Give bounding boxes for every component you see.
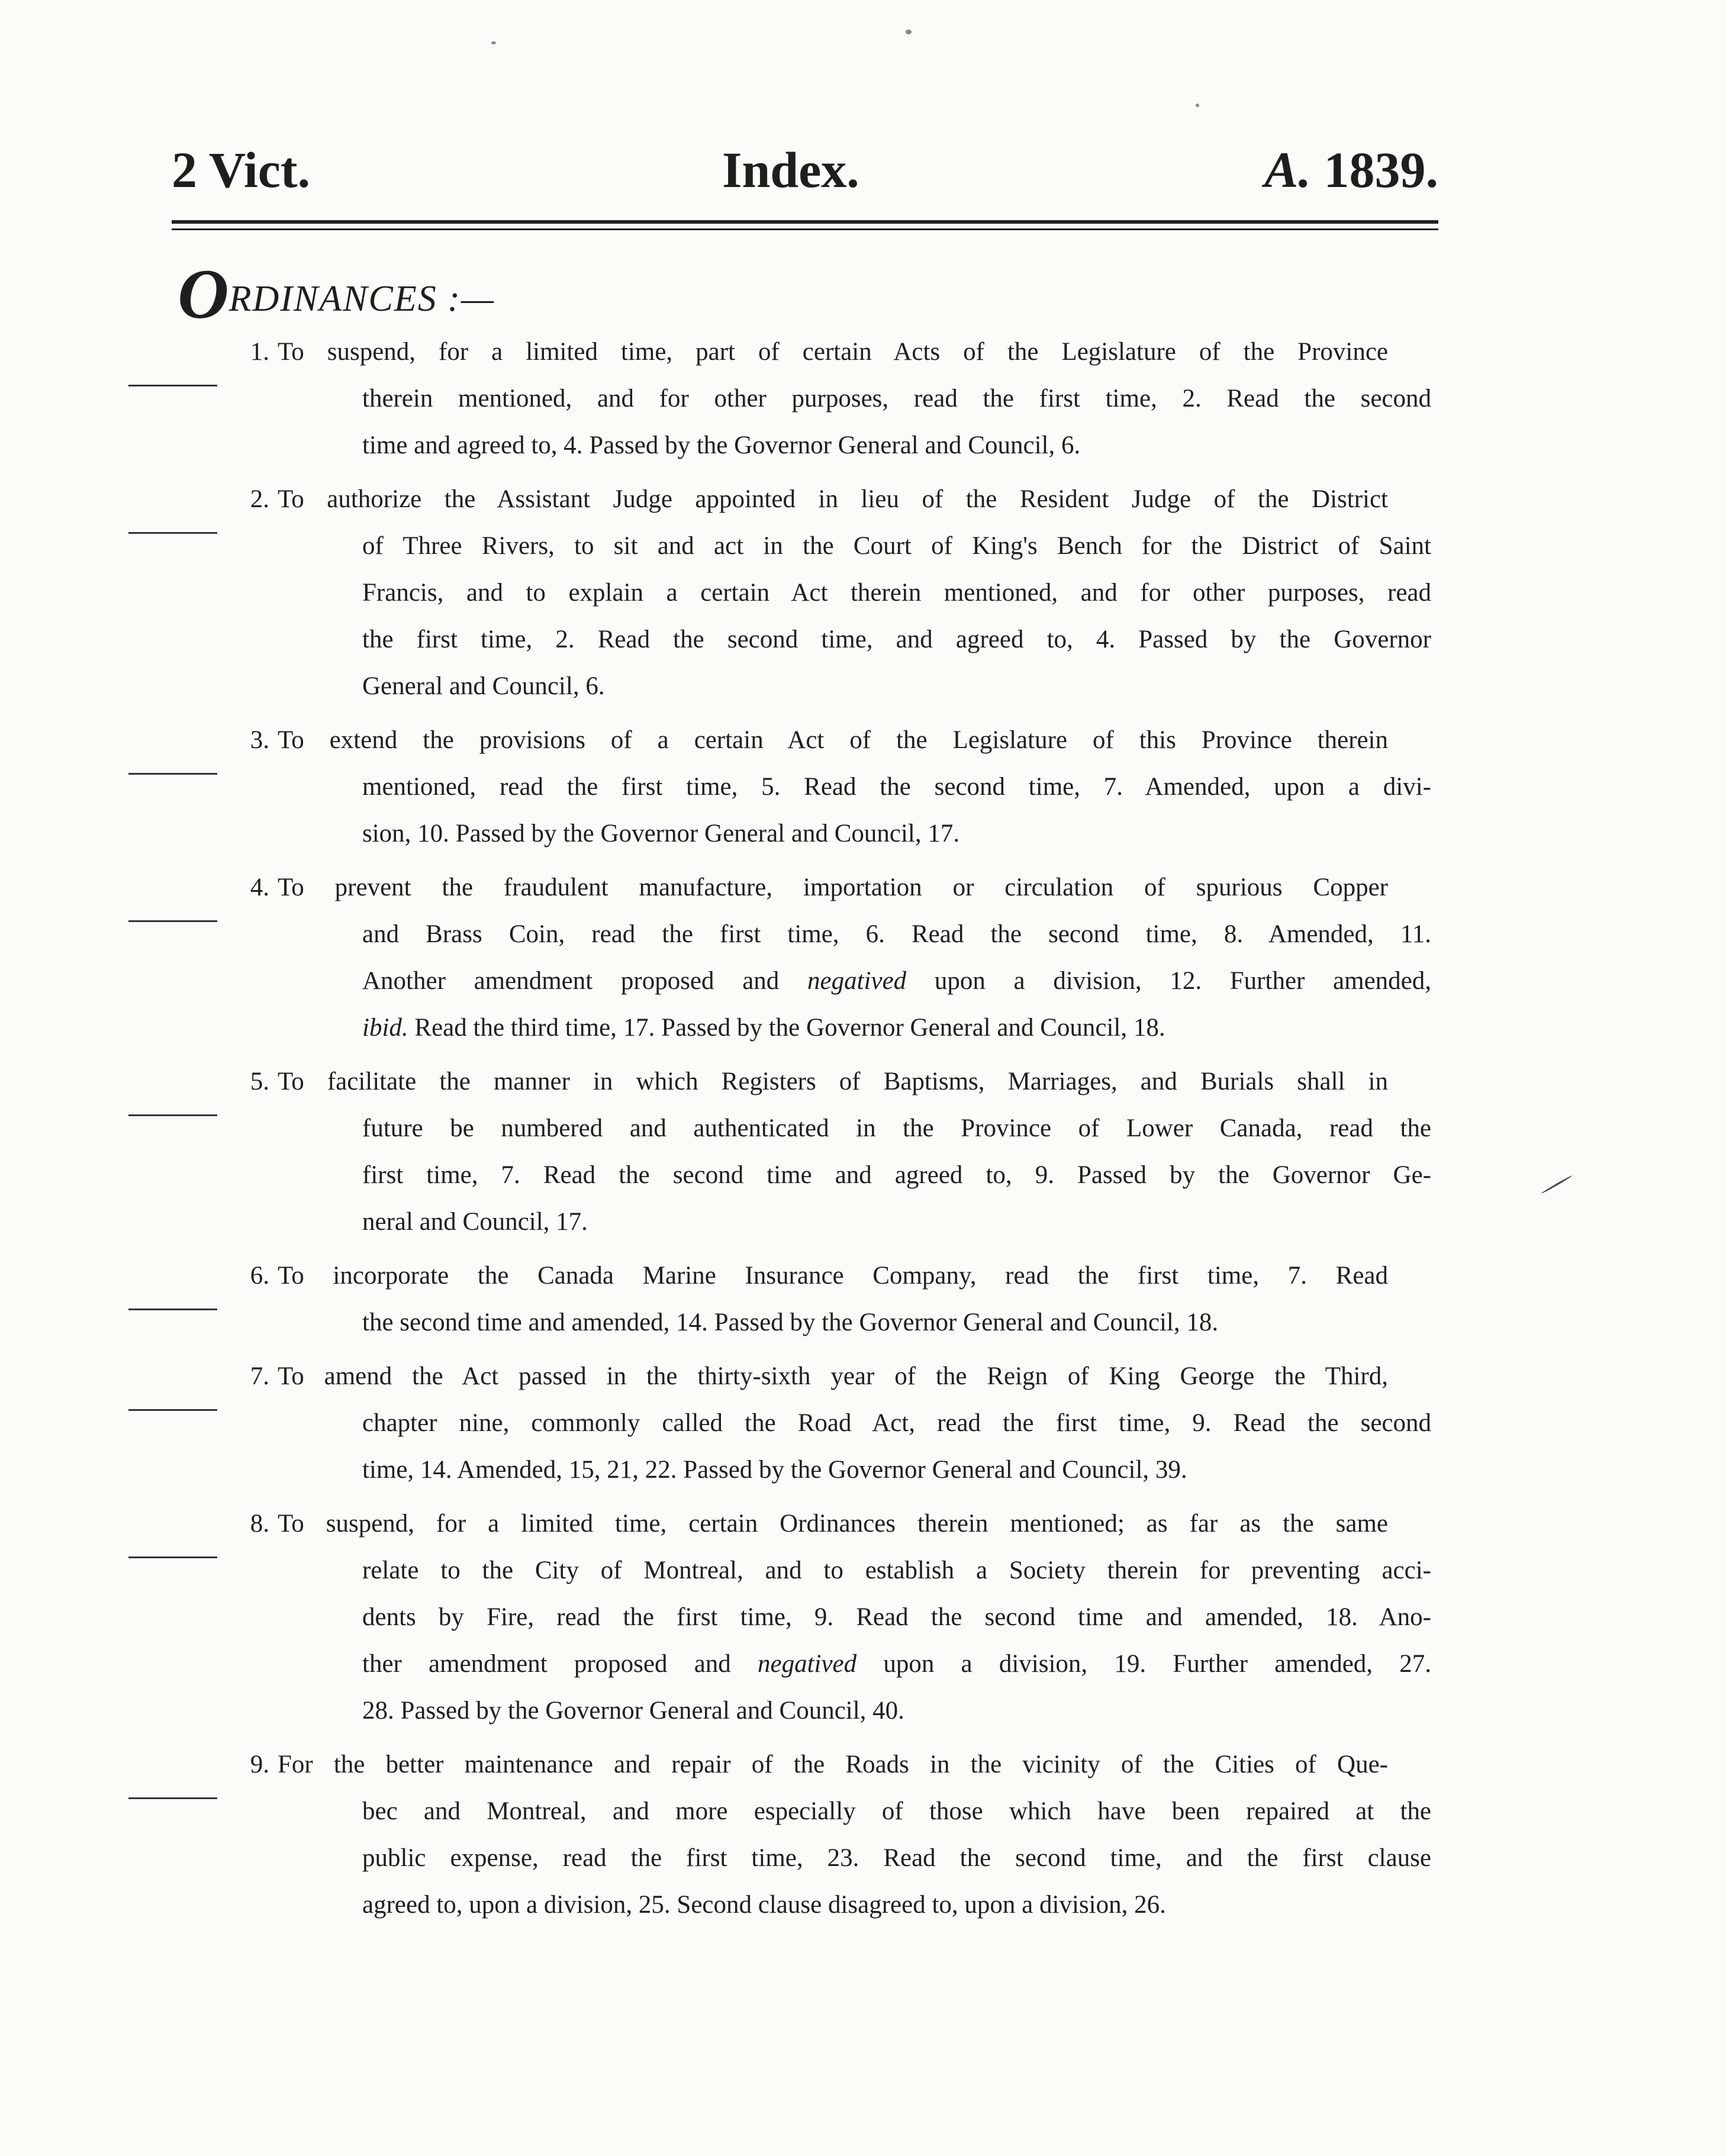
entry-number: 9. — [250, 1751, 269, 1778]
ordinance-entry — [0, 1058, 1726, 1245]
entry-continuation-line: ibid. Read the third time, 17. Passed by the Governor General and Council, 18. — [362, 1014, 1165, 1042]
ordinance-entry — [0, 476, 1726, 710]
ordinance-list — [0, 328, 1726, 1935]
year-value: 1839. — [1324, 141, 1438, 198]
entry-continuation-line: the second time and amended, 14. Passed by the Governor General and Council, 18. — [362, 1309, 1219, 1336]
entry-continuation-line: chapter nine, commonly called the Road Act, read the first time, 9. Read the second — [362, 1409, 1431, 1437]
entry-continuation-line: relate to the City of Montreal, and to establish a Society therein for preventing acci- — [362, 1556, 1431, 1584]
entry-first-line — [0, 1500, 1726, 1547]
entry-continuation-line: first time, 7. Read the second time and agreed to, 9. Passed by the Governor Ge- — [362, 1161, 1431, 1189]
ordinance-entry — [0, 328, 1726, 469]
section-heading — [178, 254, 495, 333]
header-rule-thick — [172, 220, 1438, 224]
entry-number: 8. — [250, 1510, 269, 1538]
page-header — [172, 137, 1438, 202]
entry-continuation-line: mentioned, read the first time, 5. Read the second time, 7. Amended, upon a divi- — [362, 773, 1431, 801]
italic-term: ibid. — [362, 1014, 408, 1042]
year-label — [1264, 137, 1438, 202]
anno-symbol: A. — [1264, 141, 1311, 198]
ordinance-entry — [0, 864, 1726, 1051]
entry-continuation-line: public expense, read the first time, 23. Read the second time, and the first clause — [362, 1844, 1431, 1872]
heading-rest: RDINANCES :— — [228, 279, 495, 319]
page-title: Index. — [722, 141, 859, 198]
entry-continuation-line: the first time, 2. Read the second time, and agreed to, 4. Passed by the Governor — [362, 626, 1431, 653]
entry-continuation-line: of Three Rivers, to sit and act in the Court of King's Bench for the District of Saint — [362, 532, 1431, 560]
heading-initial: O — [178, 254, 229, 333]
ordinance-entry — [0, 1252, 1726, 1346]
entry-continuation-line: 28. Passed by the Governor General and Council, 40. — [362, 1697, 904, 1725]
entry-text: To incorporate the Canada Marine Insurance Company, read the first time, 7. Read — [278, 1262, 1388, 1290]
scan-speck — [1196, 104, 1199, 107]
entry-continuation-line: therein mentioned, and for other purposes, read the first time, 2. Read the second — [362, 385, 1431, 412]
entry-continuation-line: neral and Council, 17. — [362, 1208, 588, 1236]
entry-number: 6. — [250, 1262, 269, 1290]
entry-first-line — [0, 717, 1726, 763]
entry-number: 1. — [250, 338, 269, 366]
entry-first-line — [0, 1058, 1726, 1105]
entry-first-line — [0, 1252, 1726, 1299]
entry-text: To extend the provisions of a certain Act of the Legislature of this Province therein — [278, 726, 1388, 754]
entry-continuation-line: General and Council, 6. — [362, 672, 605, 700]
entry-text: For the better maintenance and repair of the Roads in the vicinity of the Cities of Que- — [278, 1751, 1388, 1778]
entry-continuation-line: future be numbered and authenticated in the Province of Lower Canada, read the — [362, 1114, 1431, 1142]
italic-term: negatived — [807, 967, 907, 995]
entry-number: 5. — [250, 1068, 269, 1095]
entry-continuation-line: time and agreed to, 4. Passed by the Governor General and Council, 6. — [362, 431, 1081, 459]
entry-text: To suspend, for a limited time, part of certain Acts of the Legislature of the Province — [278, 338, 1388, 366]
entry-continuation-line: Francis, and to explain a certain Act therein mentioned, and for other purposes, read — [362, 579, 1431, 607]
entry-continuation-line: dents by Fire, read the first time, 9. Read the second time and amended, 18. Ano- — [362, 1603, 1431, 1631]
header-rule-thin — [172, 228, 1438, 230]
entry-first-line — [0, 864, 1726, 911]
regnal-year: 2 Vict. — [172, 141, 311, 198]
entry-first-line — [0, 1741, 1726, 1788]
entry-first-line — [0, 328, 1726, 375]
ordinance-entry — [0, 717, 1726, 857]
entry-continuation-line: agreed to, upon a division, 25. Second clause disagreed to, upon a division, 26. — [362, 1891, 1166, 1919]
entry-text: To facilitate the manner in which Registers of Baptisms, Marriages, and Burials shall in — [278, 1068, 1388, 1095]
ordinance-entry — [0, 1741, 1726, 1928]
entry-continuation-line: Another amendment proposed and negatived upon a division, 12. Further amended, — [362, 967, 1431, 995]
entry-text: To prevent the fraudulent manufacture, importation or circulation of spurious Copper — [278, 874, 1388, 901]
entry-text: To authorize the Assistant Judge appointed in lieu of the Resident Judge of the District — [278, 485, 1388, 513]
scan-speck — [906, 30, 912, 34]
ordinance-entry — [0, 1353, 1726, 1493]
entry-first-line — [0, 476, 1726, 523]
entry-continuation-line: time, 14. Amended, 15, 21, 22. Passed by the Governor General and Council, 39. — [362, 1456, 1187, 1484]
entry-continuation-line: sion, 10. Passed by the Governor General and Council, 17. — [362, 820, 960, 847]
entry-number: 2. — [250, 485, 269, 513]
entry-text: To amend the Act passed in the thirty-sixth year of the Reign of King George the Third, — [278, 1362, 1388, 1390]
entry-continuation-line: ther amendment proposed and negatived upon a division, 19. Further amended, 27. — [362, 1650, 1431, 1678]
italic-term: negatived — [757, 1650, 857, 1678]
scan-speck — [491, 41, 496, 44]
entry-first-line — [0, 1353, 1726, 1400]
entry-text: To suspend, for a limited time, certain Ordinances therein mentioned; as far as the same — [278, 1510, 1388, 1538]
entry-number: 7. — [250, 1362, 269, 1390]
entry-continuation-line: and Brass Coin, read the first time, 6. Read the second time, 8. Amended, 11. — [362, 920, 1431, 948]
entry-continuation-line: bec and Montreal, and more especially of those which have been repaired at the — [362, 1797, 1431, 1825]
entry-number: 3. — [250, 726, 269, 754]
entry-number: 4. — [250, 874, 269, 901]
ordinance-entry — [0, 1500, 1726, 1734]
